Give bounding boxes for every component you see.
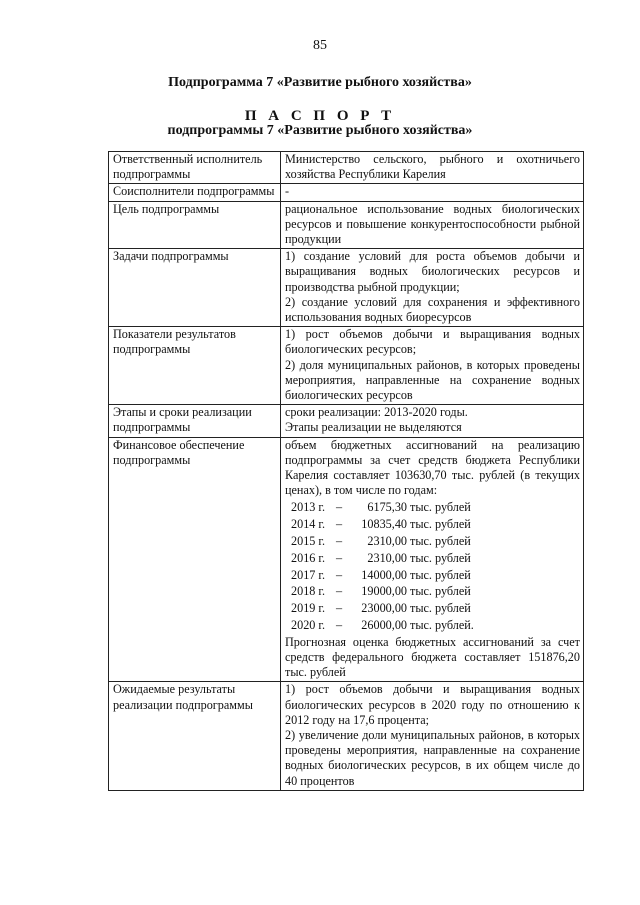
label-coexecutors: Соисполнители подпрограммы bbox=[109, 184, 281, 201]
unit: тыс. рублей bbox=[410, 601, 471, 616]
amount: 26000,00 bbox=[361, 618, 407, 633]
label-tasks: Задачи подпрограммы bbox=[109, 249, 281, 327]
year: 2015 г. bbox=[291, 534, 326, 549]
financing-year-row bbox=[285, 499, 580, 516]
row-financing bbox=[109, 437, 584, 682]
row-stages bbox=[109, 405, 584, 437]
year: 2020 г. bbox=[291, 618, 326, 633]
unit: тыс. рублей. bbox=[410, 618, 474, 633]
financing-year-row bbox=[285, 600, 580, 617]
page-number: 85 bbox=[313, 38, 327, 53]
row-executor bbox=[109, 152, 584, 184]
label-indicators: Показатели результатов подпрограммы bbox=[109, 327, 281, 405]
dash: – bbox=[335, 618, 343, 633]
year: 2019 г. bbox=[291, 601, 326, 616]
unit: тыс. рублей bbox=[410, 567, 471, 582]
financing-years bbox=[285, 499, 580, 633]
financing-year-row bbox=[285, 533, 580, 550]
year: 2014 г. bbox=[291, 517, 326, 532]
dash: – bbox=[335, 601, 343, 616]
amount: 10835,40 bbox=[361, 517, 407, 532]
unit: тыс. рублей bbox=[410, 584, 471, 599]
task-item: 2) создание условий для сохранения и эффективного использования водных биоресурсов bbox=[285, 294, 580, 325]
financing-year-row bbox=[285, 583, 580, 600]
amount: 6175,30 bbox=[367, 500, 407, 515]
financing-federal: Прогнозная оценка бюджетных ассигнований за счет средств федерального бюджета составляет 151876,20 тыс. рублей bbox=[285, 634, 580, 680]
label-goal: Цель подпрограммы bbox=[109, 201, 281, 249]
task-item: 1) создание условий для роста объемов добычи и выращивания водных биологических ресурсов и производства рыбной продукции; bbox=[285, 249, 580, 294]
row-indicators bbox=[109, 327, 584, 405]
amount: 14000,00 bbox=[361, 567, 407, 582]
financing-year-row bbox=[285, 617, 580, 634]
year: 2013 г. bbox=[291, 500, 326, 515]
unit: тыс. рублей bbox=[410, 550, 471, 565]
dash: – bbox=[335, 550, 343, 565]
financing-year-row bbox=[285, 567, 580, 584]
value-financing bbox=[281, 437, 584, 682]
label-financing: Финансовое обеспечение подпрограммы bbox=[109, 437, 281, 682]
year: 2017 г. bbox=[291, 567, 326, 582]
indicator-item: 2) доля муниципальных районов, в которых проведены мероприятия, направленные на сохранение водных биологических ресурсов bbox=[285, 357, 580, 403]
row-goal bbox=[109, 201, 584, 249]
label-executor: Ответственный исполнитель подпрограммы bbox=[109, 152, 281, 184]
value-executor: Министерство сельского, рыбного и охотничьего хозяйства Республики Карелия bbox=[281, 152, 584, 184]
value-tasks bbox=[281, 249, 584, 327]
financing-year-row bbox=[285, 550, 580, 567]
amount: 2310,00 bbox=[367, 534, 407, 549]
passport-title: П А С П О Р Т bbox=[244, 108, 396, 124]
result-item: 1) рост объемов добычи и выращивания водных биологических ресурсов в 2020 году по отношению к 2012 году на 17,6 процента; bbox=[285, 682, 580, 727]
row-coexecutors bbox=[109, 184, 584, 201]
row-tasks bbox=[109, 249, 584, 327]
financing-intro: объем бюджетных ассигнований на реализацию подпрограммы за счет средств бюджета Республики Карелия составляет 103630,70 тыс. рублей (в текущих ценах), в том числе по годам: bbox=[285, 437, 580, 498]
dash: – bbox=[335, 534, 343, 549]
financing-year-row bbox=[285, 516, 580, 533]
stage-item: Этапы реализации не выделяются bbox=[285, 420, 462, 435]
value-indicators bbox=[281, 327, 584, 405]
value-goal: рациональное использование водных биологических ресурсов и повышение конкурентоспособности рыбной продукции bbox=[281, 201, 584, 249]
dash: – bbox=[335, 567, 343, 582]
value-coexecutors: - bbox=[281, 184, 584, 201]
label-stages: Этапы и сроки реализации подпрограммы bbox=[109, 405, 281, 437]
year: 2016 г. bbox=[291, 550, 326, 565]
unit: тыс. рублей bbox=[410, 500, 471, 515]
value-stages bbox=[281, 405, 584, 437]
row-results bbox=[109, 682, 584, 790]
year: 2018 г. bbox=[291, 584, 326, 599]
amount: 2310,00 bbox=[367, 550, 407, 565]
subprogram-title: Подпрограмма 7 «Развитие рыбного хозяйства» bbox=[168, 75, 472, 90]
result-item: 2) увеличение доли муниципальных районов, в которых проведены мероприятия, направленные на сохранение водных биологических ресурсов, в их общем числе до 40 процентов bbox=[285, 728, 580, 788]
amount: 23000,00 bbox=[361, 601, 407, 616]
dash: – bbox=[335, 584, 343, 599]
value-results bbox=[281, 682, 584, 790]
dash: – bbox=[335, 500, 343, 515]
dash: – bbox=[335, 517, 343, 532]
amount: 19000,00 bbox=[361, 584, 407, 599]
indicator-item: 1) рост объемов добычи и выращивания водных биологических ресурсов; bbox=[285, 327, 580, 357]
label-results: Ожидаемые результаты реализации подпрограммы bbox=[109, 682, 281, 790]
passport-table bbox=[108, 151, 584, 791]
unit: тыс. рублей bbox=[410, 534, 471, 549]
unit: тыс. рублей bbox=[410, 517, 471, 532]
passport-subtitle: подпрограммы 7 «Развитие рыбного хозяйства» bbox=[167, 123, 473, 138]
stage-item: сроки реализации: 2013-2020 годы. bbox=[285, 405, 468, 420]
